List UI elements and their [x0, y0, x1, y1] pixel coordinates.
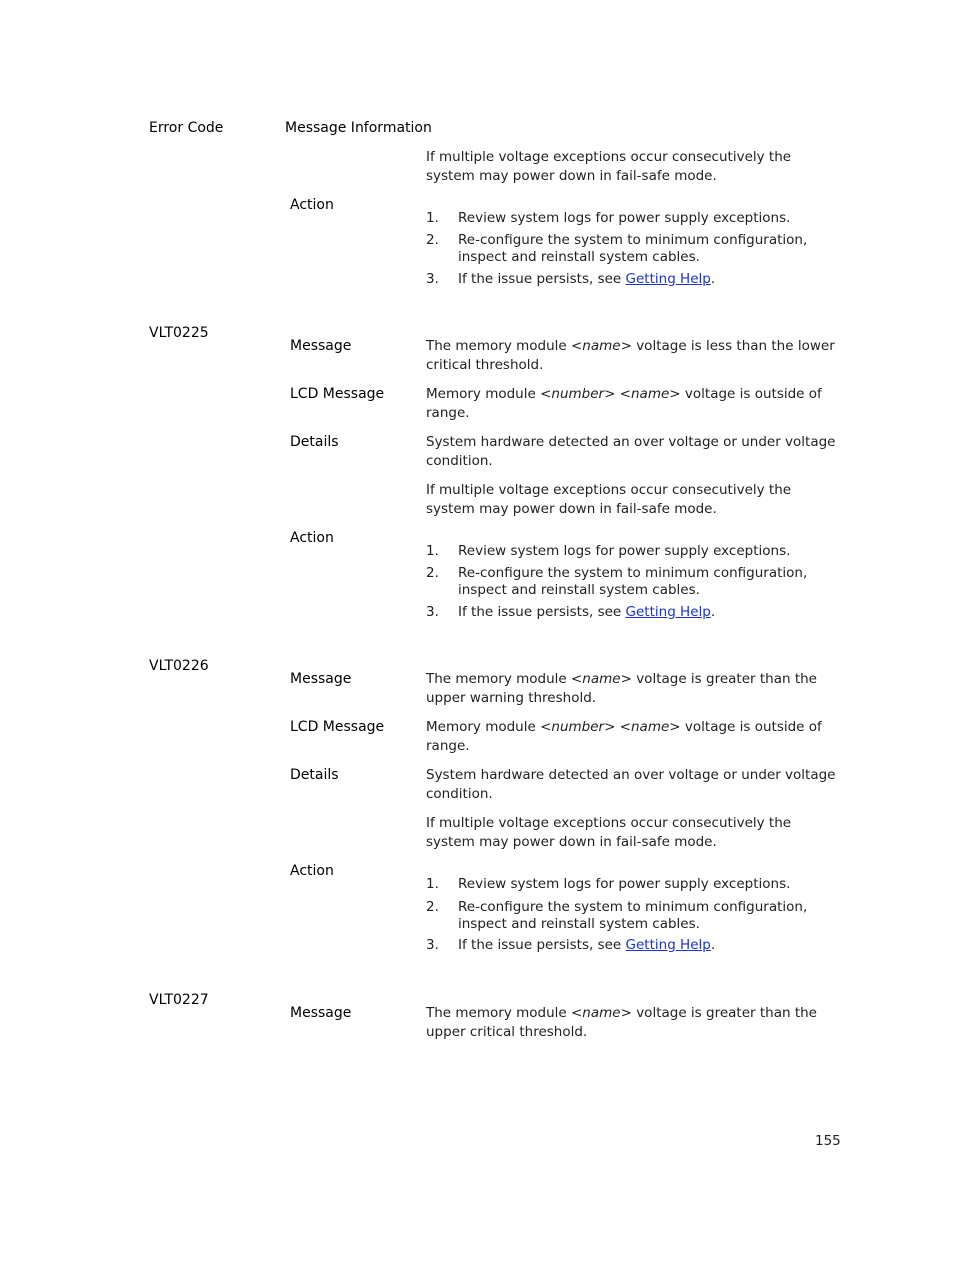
details-text: System hardware detected an over voltage or under voltage condition.: [426, 767, 836, 802]
repeat-text: If multiple voltage exceptions occur consecutively the system may power down in fail-safe mode.: [426, 149, 792, 184]
label-message: Message: [290, 338, 352, 354]
error-code: VLT0227: [149, 992, 209, 1008]
page-number: 155: [815, 1133, 841, 1149]
error-code: VLT0226: [149, 658, 209, 674]
label-message: Message: [290, 671, 352, 687]
getting-help-link[interactable]: Getting Help: [625, 271, 711, 287]
step-number: 1.: [426, 210, 439, 226]
label-lcd-message: LCD Message: [290, 719, 385, 735]
label-action: Action: [290, 530, 334, 546]
repeat-text: If multiple voltage exceptions occur consecutively the system may power down in fail-safe mode.: [426, 815, 792, 850]
step-number: 3.: [426, 271, 439, 287]
error-code: VLT0225: [149, 325, 209, 341]
message-text: The memory module <name> voltage is less than the lower critical threshold.: [426, 338, 835, 373]
step-number: 3.: [426, 604, 439, 620]
step-number: 1.: [426, 876, 439, 892]
action-step: Re-configure the system to minimum configuration, inspect and reinstall system cables.: [458, 899, 808, 932]
action-step: Review system logs for power supply exceptions.: [458, 210, 791, 226]
message-text: The memory module <name> voltage is greater than the upper critical threshold.: [426, 1005, 817, 1040]
action-step: Review system logs for power supply exceptions.: [458, 876, 791, 892]
label-action: Action: [290, 197, 334, 213]
lcd-message-text: Memory module <number> <name> voltage is outside of range.: [426, 719, 822, 754]
message-text: The memory module <name> voltage is greater than the upper warning threshold.: [426, 671, 817, 706]
getting-help-link[interactable]: Getting Help: [625, 937, 711, 953]
label-message: Message: [290, 1005, 352, 1021]
label-details: Details: [290, 767, 339, 783]
repeat-text: If multiple voltage exceptions occur consecutively the system may power down in fail-safe mode.: [426, 482, 792, 517]
header-message-information: Message Information: [285, 120, 432, 136]
label-lcd-message: LCD Message: [290, 386, 385, 402]
getting-help-link[interactable]: Getting Help: [625, 604, 711, 620]
lcd-message-text: Memory module <number> <name> voltage is outside of range.: [426, 386, 822, 421]
action-step: Review system logs for power supply exceptions.: [458, 543, 791, 559]
action-step: Re-configure the system to minimum configuration, inspect and reinstall system cables.: [458, 232, 808, 265]
step-number: 2.: [426, 565, 439, 581]
action-step: Re-configure the system to minimum configuration, inspect and reinstall system cables.: [458, 565, 808, 598]
step-number: 2.: [426, 232, 439, 248]
action-step: If the issue persists, see Getting Help.: [458, 937, 716, 953]
label-action: Action: [290, 863, 334, 879]
step-number: 1.: [426, 543, 439, 559]
step-number: 3.: [426, 937, 439, 953]
step-number: 2.: [426, 899, 439, 915]
action-step: If the issue persists, see Getting Help.: [458, 271, 716, 287]
action-step: If the issue persists, see Getting Help.: [458, 604, 716, 620]
header-error-code: Error Code: [149, 120, 224, 136]
details-text: System hardware detected an over voltage or under voltage condition.: [426, 434, 836, 469]
label-details: Details: [290, 434, 339, 450]
